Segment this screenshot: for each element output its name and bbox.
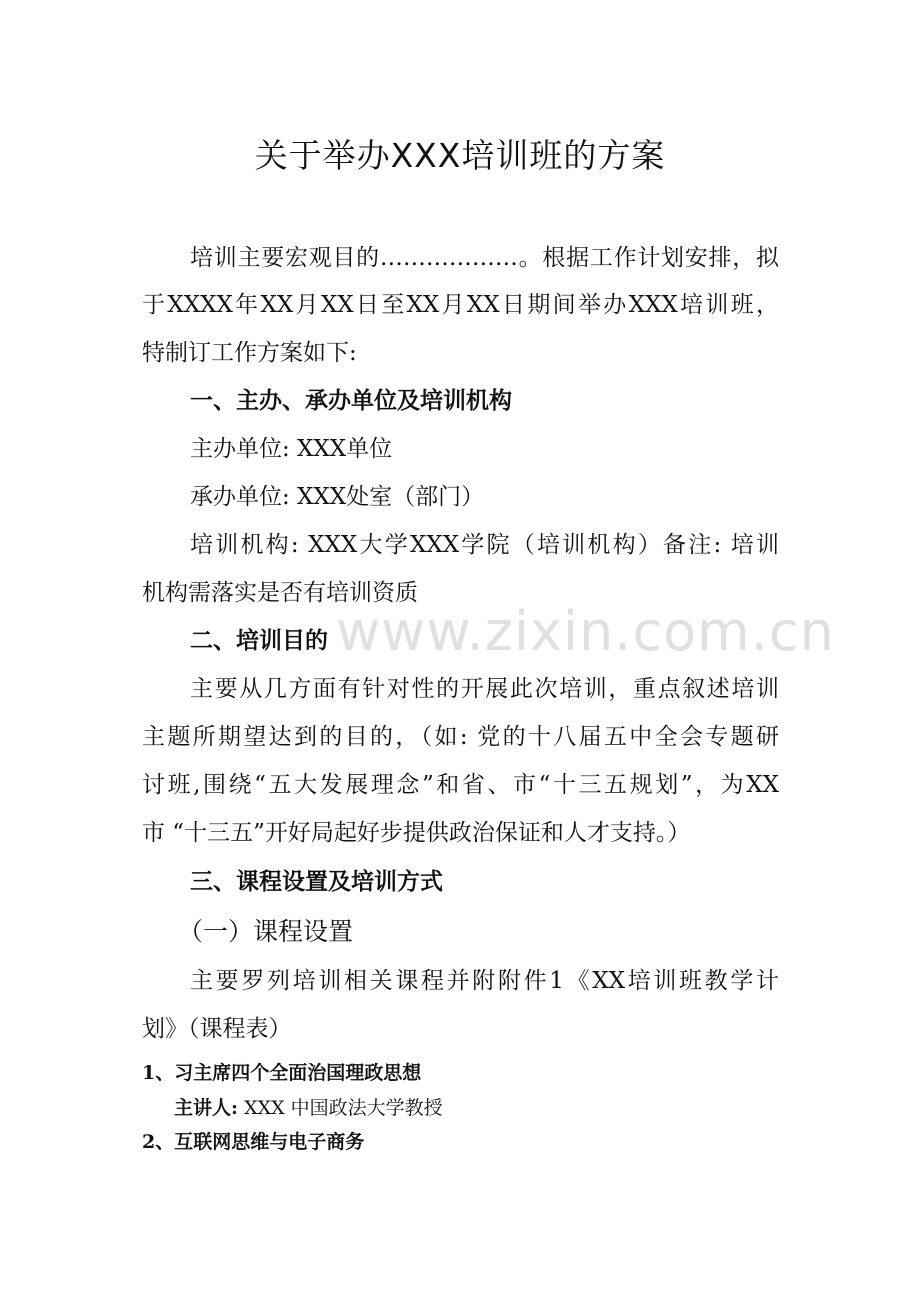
host-unit: 主办单位: XXX单位 — [190, 436, 393, 462]
document-title: 关于举办XXX培训班的方案 — [254, 136, 666, 175]
watermark-text: www.zixin.com.cn — [336, 600, 835, 663]
speaker-name: XXX 中国政法大学教授 — [244, 1097, 443, 1119]
purpose-line-4: 市 “十三五”开好局起好步提供政治保证和人才支持。） — [142, 820, 691, 846]
section-3-heading: 三、课程设置及培训方式 — [190, 869, 443, 895]
course-item-2-title: 2、互联网思维与电子商务 — [142, 1131, 365, 1153]
purpose-line-3: 讨班,围绕“五大发展理念”和省、市“十三五规划”，为XX — [142, 772, 779, 798]
speaker-label: 主讲人: — [174, 1097, 239, 1119]
section-2-heading: 二、培训目的 — [190, 628, 328, 654]
course-setting-line-2: 划》（课程表） — [142, 1016, 292, 1042]
purpose-line-2: 主题所期望达到的目的，（如: 党的十八届五中全会专题研 — [142, 724, 779, 750]
course-item-1-title: 1、习主席四个全面治国理政思想 — [142, 1062, 422, 1084]
section-1-heading: 一、主办、承办单位及培训机构 — [190, 388, 512, 414]
course-item-1-speaker-row — [174, 1093, 443, 1123]
course-setting-line-1: 主要罗列培训相关课程并附附件1《XX培训班教学计 — [190, 968, 779, 994]
purpose-line-1: 主要从几方面有针对性的开展此次培训，重点叙述培训 — [190, 676, 779, 702]
training-institution-line-1: 培训机构: XXX大学XXX学院（培训机构）备注: 培训 — [190, 532, 779, 558]
intro-line-1: 培训主要宏观目的………………。根据工作计划安排，拟 — [190, 245, 779, 271]
organizer-unit: 承办单位: XXX处室（部门） — [190, 484, 485, 510]
course-setting-subheading: （一）课程设置 — [178, 917, 354, 946]
intro-line-2: 于XXXX年XX月XX日至XX月XX日期间举办XXX培训班， — [142, 292, 779, 318]
intro-line-3: 特制订工作方案如下: — [142, 340, 357, 366]
training-institution-line-2: 机构需落实是否有培训资质 — [142, 580, 418, 606]
